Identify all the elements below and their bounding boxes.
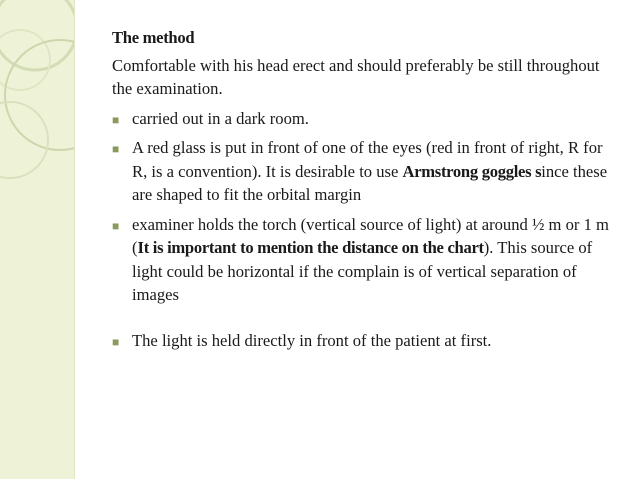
- list-item: [110, 136, 612, 207]
- list-item-text: The light is held directly in front of the patient at first.: [132, 330, 492, 350]
- band-divider: [74, 0, 75, 479]
- list-item: [110, 107, 612, 131]
- list-item-text: examiner holds the torch (vertical source of light) at around ½ m or 1 m (: [132, 214, 609, 257]
- square-bullet-icon: ■: [112, 112, 120, 127]
- emphasis-text: It is important to mention the distance on the chart: [137, 238, 484, 257]
- list-item-text: carried out in a dark room.: [132, 108, 309, 128]
- slide-content: [112, 26, 612, 358]
- list-item: [110, 329, 612, 353]
- list-item-text: A red glass is put in front of one of the eyes (red in front of right, R for R, is a convention). It is desirable to use: [132, 138, 603, 181]
- square-bullet-icon: ■: [112, 142, 120, 156]
- list-item: [110, 213, 612, 307]
- square-bullet-icon: ■: [112, 334, 120, 349]
- slide-heading: The method: [112, 28, 195, 47]
- intro-paragraph: Comfortable with his head erect and should preferably be still throughout the examination.: [112, 55, 600, 98]
- list-item-text: ince these are shaped to fit the orbital margin: [132, 161, 608, 204]
- decorative-rings-graphic: [0, 0, 74, 479]
- list-item-text: ). This source of light could be horizontal if the complain is of vertical separation of images: [132, 238, 593, 304]
- square-bullet-icon: ■: [112, 218, 120, 233]
- emphasis-text: Armstrong goggles s: [402, 161, 542, 181]
- decorative-side-band: [0, 0, 74, 479]
